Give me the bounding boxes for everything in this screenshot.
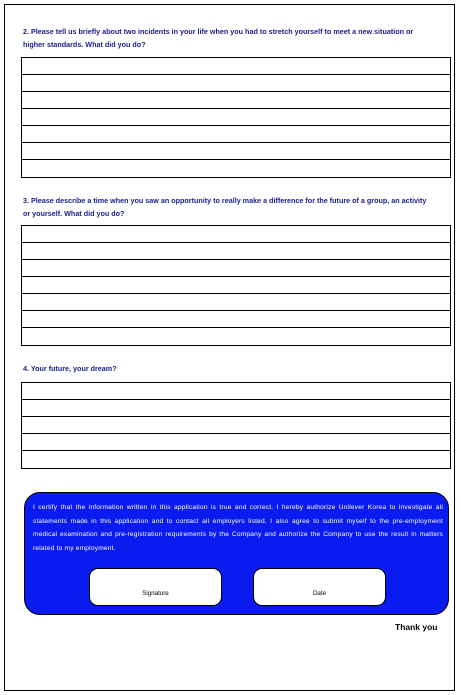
answer-line[interactable] <box>22 92 450 109</box>
answer-line[interactable] <box>22 75 450 92</box>
answer-line[interactable] <box>22 109 450 126</box>
answer-line[interactable] <box>22 243 450 260</box>
answer-line[interactable] <box>22 126 450 143</box>
question-4-answer-box[interactable] <box>21 382 451 469</box>
closing-text: Thank you <box>395 622 438 632</box>
answer-line[interactable] <box>22 58 450 75</box>
answer-line[interactable] <box>22 417 450 434</box>
answer-line[interactable] <box>22 294 450 311</box>
question-2-answer-box[interactable] <box>21 57 451 178</box>
question-3-prompt: 3. Please describe a time when you saw an opportunity to really make a difference for the future of a group, an activity or yourself. What did you do? <box>23 196 427 218</box>
question-4-prompt: 4. Your future, your dream? <box>23 364 117 373</box>
declaration-text: I certify that the information written in this application is true and correct. I hereby authorize Unilever Korea to investigate all statements made in this application and to contact all employers listed. I also agree to submit myself to the pre-employment medical examination and pre-registration requirements by the Company and authorize the Company to use the result in matters related to my employment. <box>33 504 443 552</box>
answer-line[interactable] <box>22 143 450 160</box>
answer-line[interactable] <box>22 160 450 177</box>
answer-line[interactable] <box>22 260 450 277</box>
answer-line[interactable] <box>22 277 450 294</box>
application-form-page <box>4 4 455 691</box>
signature-label: Signature <box>142 590 169 597</box>
answer-line[interactable] <box>22 311 450 328</box>
question-3-answer-box[interactable] <box>21 225 451 346</box>
date-field[interactable] <box>253 568 386 606</box>
declaration-panel <box>24 492 449 615</box>
signature-field[interactable] <box>89 568 222 606</box>
answer-line[interactable] <box>22 226 450 243</box>
answer-line[interactable] <box>22 383 450 400</box>
answer-line[interactable] <box>22 451 450 468</box>
date-label: Date <box>312 590 327 597</box>
answer-line[interactable] <box>22 328 450 345</box>
answer-line[interactable] <box>22 434 450 451</box>
question-2-prompt: 2. Please tell us briefly about two incidents in your life when you had to stretch yourself to meet a new situation or higher standards. What did you do? <box>23 27 414 49</box>
answer-line[interactable] <box>22 400 450 417</box>
